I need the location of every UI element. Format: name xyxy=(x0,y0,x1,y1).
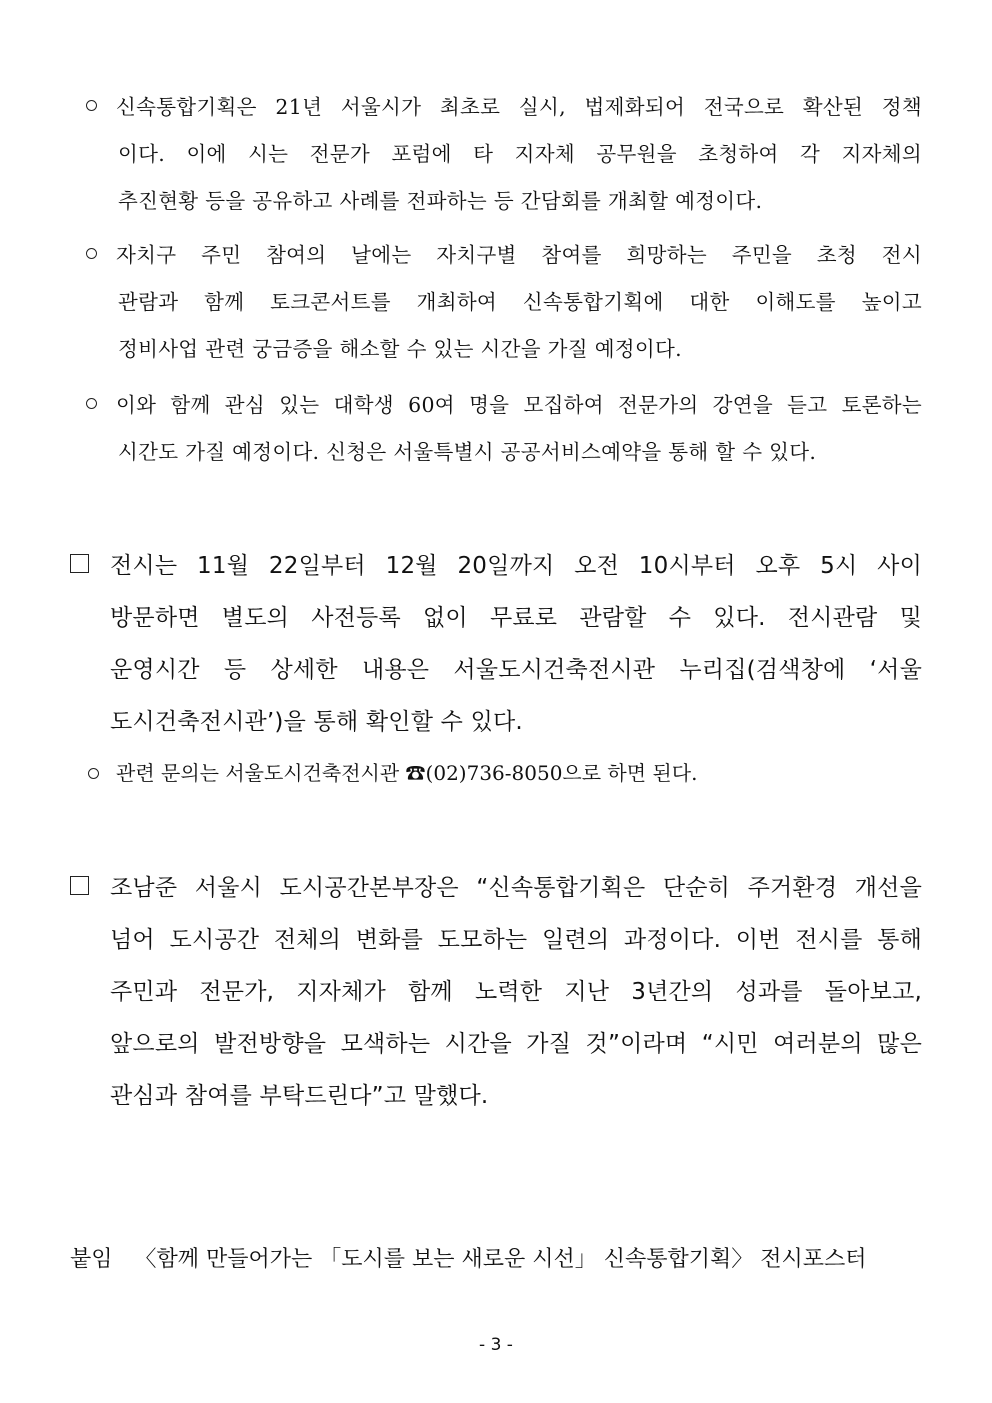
square-bullet-icon xyxy=(70,876,89,895)
paragraph-line: 시간도 가질 예정이다. 신청은 서울특별시 공공서비스예약을 통해 할 수 있다. xyxy=(118,440,817,464)
paragraph-line: 운영시간 등 상세한 내용은 서울도시건축전시관 누리집(검색창에 ‘서울 xyxy=(110,657,922,683)
paragraph-line: 이와 함께 관심 있는 대학생 60여 명을 모집하여 전문가의 강연을 듣고 토론하는 xyxy=(116,393,922,417)
paragraph-line: 관람과 함께 토크콘서트를 개최하여 신속통합기획에 대한 이해도를 높이고 xyxy=(118,290,922,314)
paragraph-line: 관심과 참여를 부탁드린다”고 말했다. xyxy=(110,1083,489,1109)
page-number: - 3 - xyxy=(479,1335,513,1355)
paragraph-line: 정비사업 관련 궁금증을 해소할 수 있는 시간을 가질 예정이다. xyxy=(118,337,682,361)
inquiry-line xyxy=(88,750,697,797)
bullet-paragraph-forum xyxy=(86,84,922,225)
paragraph-line: 넘어 도시공간 전체의 변화를 도모하는 일련의 과정이다. 이번 전시를 통해 xyxy=(110,927,922,953)
paragraph-line: 전시는 11월 22일부터 12월 20일까지 오전 10시부터 오후 5시 사이 xyxy=(110,553,922,579)
paragraph-line: 이다. 이에 시는 전문가 포럼에 타 지자체 공무원을 초청하여 각 지자체의 xyxy=(118,142,922,166)
circle-bullet-icon xyxy=(86,398,97,409)
paragraph-line: 추진현황 등을 공유하고 사례를 전파하는 등 간담회를 개최할 예정이다. xyxy=(118,189,763,213)
attachment-label: 붙임 xyxy=(70,1247,113,1272)
paragraph-line: 조남준 서울시 도시공간본부장은 “신속통합기획은 단순히 주거환경 개선을 xyxy=(110,875,922,901)
paragraph-line: 앞으로의 발전방향을 모색하는 시간을 가질 것”이라며 “시민 여러분의 많은 xyxy=(110,1031,922,1057)
attachment-text: 〈함께 만들어가는 「도시를 보는 새로운 시선」 신속통합기획〉 전시포스터 xyxy=(134,1247,867,1272)
paragraph-line: 방문하면 별도의 사전등록 없이 무료로 관람할 수 있다. 전시관람 및 xyxy=(110,605,922,631)
bullet-paragraph-resident-day xyxy=(86,232,922,373)
inquiry-text: 관련 문의는 서울도시건축전시관 ☎(02)736-8050으로 하면 된다. xyxy=(116,761,698,785)
paragraph-line: 주민과 전문가, 지자체가 함께 노력한 지난 3년간의 성과를 돌아보고, xyxy=(110,979,922,1005)
paragraph-line: 자치구 주민 참여의 날에는 자치구별 참여를 희망하는 주민을 초청 전시 xyxy=(116,243,922,267)
square-bullet-icon xyxy=(70,554,89,573)
circle-bullet-icon xyxy=(86,248,97,259)
paragraph-line: 도시건축전시관’)을 통해 확인할 수 있다. xyxy=(110,709,523,735)
circle-bullet-icon xyxy=(88,768,99,779)
bullet-paragraph-students xyxy=(86,382,922,476)
circle-bullet-icon xyxy=(86,100,97,111)
paragraph-line: 신속통합기획은 21년 서울시가 최초로 실시, 법제화되어 전국으로 확산된 정책 xyxy=(116,95,922,119)
attachment-line xyxy=(70,1238,930,1282)
bullet-paragraph-quote xyxy=(70,862,922,1122)
bullet-paragraph-exhibition xyxy=(70,540,922,748)
